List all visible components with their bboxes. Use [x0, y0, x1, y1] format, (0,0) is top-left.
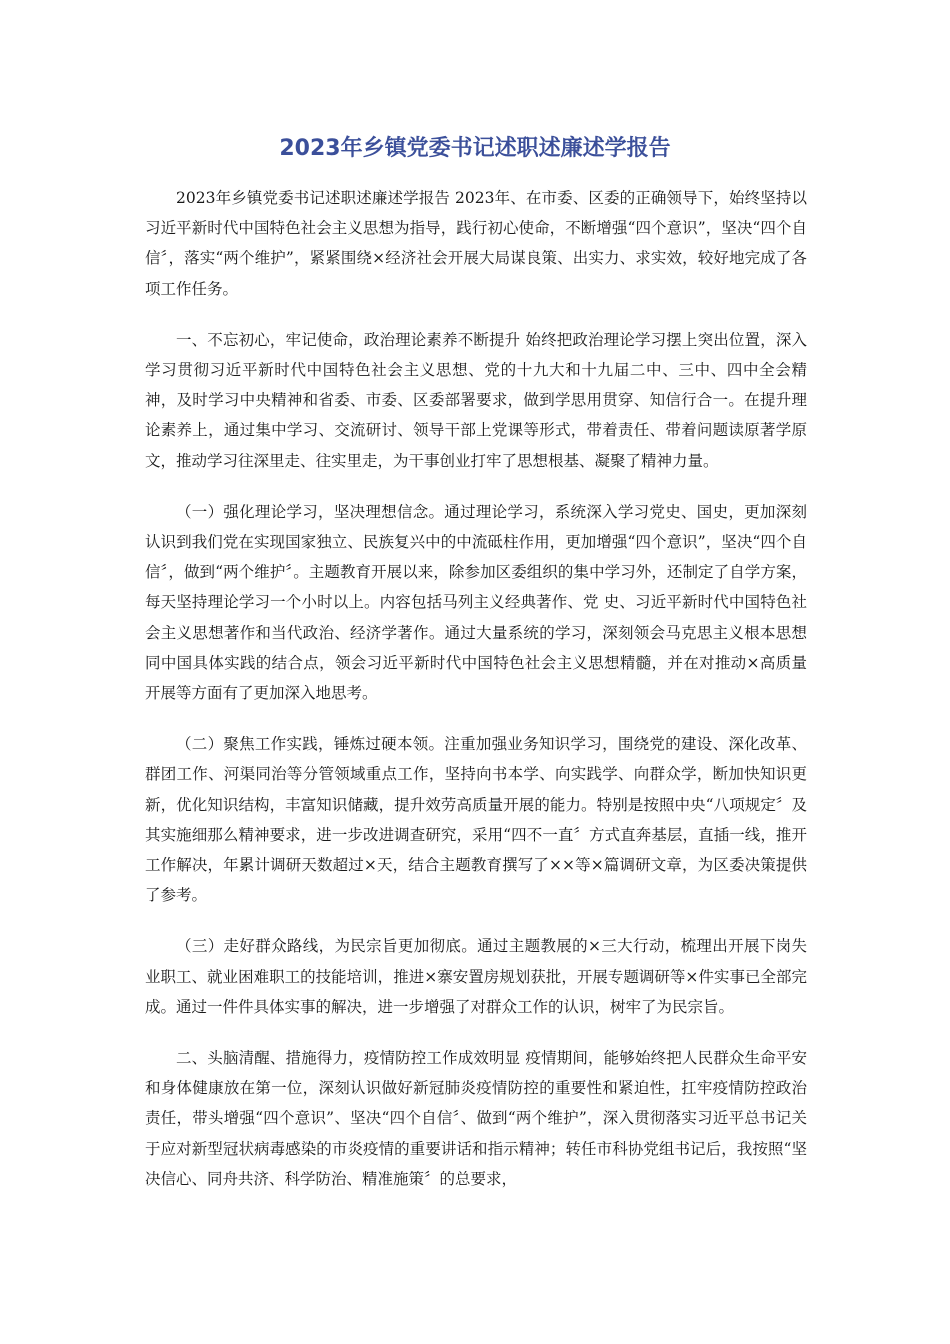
- subsection-two-paragraph: （二）聚焦工作实践，锤炼过硬本领。注重加强业务知识学习，围绕党的建设、深化改革、群团工作、河渠同治等分管领域重点工作，坚持向书本学、向实践学、向群众学，断加快知识更新，优化知识结构，丰富知识储藏，提升效劳高质量开展的能力。特别是按照中央“八项规定〞及其实施细那么精神要求，进一步改进调查研究，采用“四不一直〞方式直奔基层，直插一线，推开工作解决，年累计调研天数超过×天，结合主题教育撰写了××等×篇调研文章，为区委决策提供了参考。: [145, 735, 807, 905]
- section-one-paragraph: 一、不忘初心，牢记使命，政治理论素养不断提升 始终把政治理论学习摆上突出位置，深入学习贯彻习近平新时代中国特色社会主义思想、党的十九大和十九届二中、三中、四中全会精神，及时学习中央精神和省委、市委、区委部署要求，做到学思用贯穿、知信行合一。在提升理论素养上，通过集中学习、交流研讨、领导干部上党课等形式，带着责任、带着问题读原著学原文，推动学习往深里走、往实里走，为干事创业打牢了思想根基、凝聚了精神力量。: [145, 330, 807, 470]
- document-title: 2023年乡镇党委书记述职述廉述学报告: [279, 136, 671, 161]
- intro-paragraph: 2023年乡镇党委书记述职述廉述学报告 2023年、在市委、区委的正确领导下，始终坚持以习近平新时代中国特色社会主义思想为指导，践行初心使命，不断增强“四个意识”，坚决“四个自信〞，落实“两个维护”，紧紧围绕×经济社会开展大局谋良策、出实力、求实效，较好地完成了各项工作任务。: [145, 189, 807, 298]
- subsection-three-paragraph: （三）走好群众路线，为民宗旨更加彻底。通过主题教展的×三大行动，梳理出开展下岗失业职工、就业困难职工的技能培训，推进×寨安置房规划获批，开展专题调研等×件实事已全部完成。通过一件件具体实事的解决，进一步增强了对群众工作的认识，树牢了为民宗旨。: [145, 937, 807, 1016]
- document-body: [145, 183, 807, 1215]
- section-two-paragraph: 二、头脑清醒、措施得力，疫情防控工作成效明显 疫情期间，能够始终把人民群众生命平安和身体健康放在第一位，深刻认识做好新冠肺炎疫情防控的重要性和紧迫性，扛牢疫情防控政治责任，带头增强“四个意识”、坚决“四个自信〞、做到“两个维护”，深入贯彻落实习近平总书记关于应对新型冠状病毒感染的市炎疫情的重要讲话和指示精神；转任市科协党组书记后，我按照“坚决信心、同舟共济、科学防治、精准施策〞的总要求，: [145, 1049, 807, 1188]
- subsection-one-paragraph: （一）强化理论学习，坚决理想信念。通过理论学习，系统深入学习党史、国史，更加深刻认识到我们党在实现国家独立、民族复兴中的中流砥柱作用，更加增强“四个意识”，坚决“四个自信〞，做到“两个维护〞。主题教育开展以来，除参加区委组织的集中学习外，还制定了自学方案，每天坚持理论学习一个小时以上。内容包括马列主义经典著作、党 史、习近平新时代中国特色社会主义思想著作和当代政治、经济学著作。通过大量系统的学习，深刻领会马克思主义根本思想同中国具体实践的结合点，领会习近平新时代中国特色社会主义思想精髓，并在对推动×高质量开展等方面有了更加深入地思考。: [145, 502, 807, 703]
